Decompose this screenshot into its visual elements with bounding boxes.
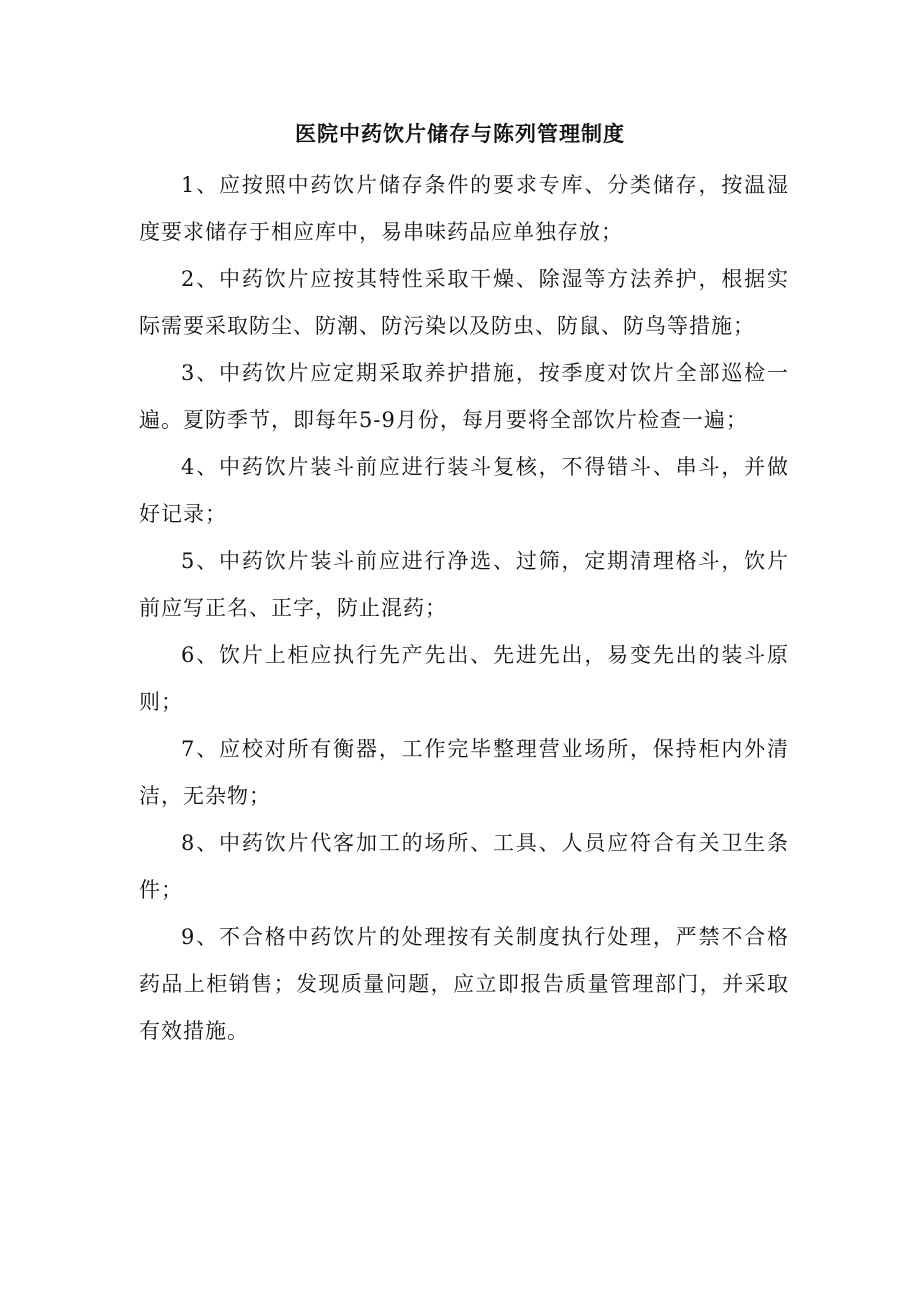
rule-item-8: 8、中药饮片代客加工的场所、工具、人员应符合有关卫生条件；: [139, 831, 789, 902]
rule-item-3: 3、中药饮片应定期采取养护措施，按季度对饮片全部巡检一遍。夏防季节，即每年5-9月份，每月要将全部饮片检查一遍；: [139, 361, 789, 432]
rule-item-6: 6、饮片上柜应执行先产先出、先进先出，易变先出的装斗原则；: [139, 643, 789, 714]
rule-item-9: 9、不合格中药饮片的处理按有关制度执行处理，严禁不合格药品上柜销售；发现质量问题，应立即报告质量管理部门，并采取有效措施。: [139, 925, 789, 1043]
rule-item-4: 4、中药饮片装斗前应进行装斗复核，不得错斗、串斗，并做好记录；: [139, 455, 789, 526]
rule-item-7: 7、应校对所有衡器，工作完毕整理营业场所，保持柜内外清洁，无杂物；: [139, 737, 789, 808]
document-body: [139, 162, 789, 1055]
document-title: 医院中药饮片储存与陈列管理制度: [295, 121, 625, 146]
rule-item-2: 2、中药饮片应按其特性采取干燥、除湿等方法养护，根据实际需要采取防尘、防潮、防污染以及防虫、防鼠、防鸟等措施；: [139, 267, 789, 338]
rule-item-1: 1、应按照中药饮片储存条件的要求专库、分类储存，按温湿度要求储存于相应库中，易串味药品应单独存放；: [139, 173, 789, 244]
rule-item-5: 5、中药饮片装斗前应进行净选、过筛，定期清理格斗，饮片前应写正名、正字，防止混药；: [139, 549, 789, 620]
